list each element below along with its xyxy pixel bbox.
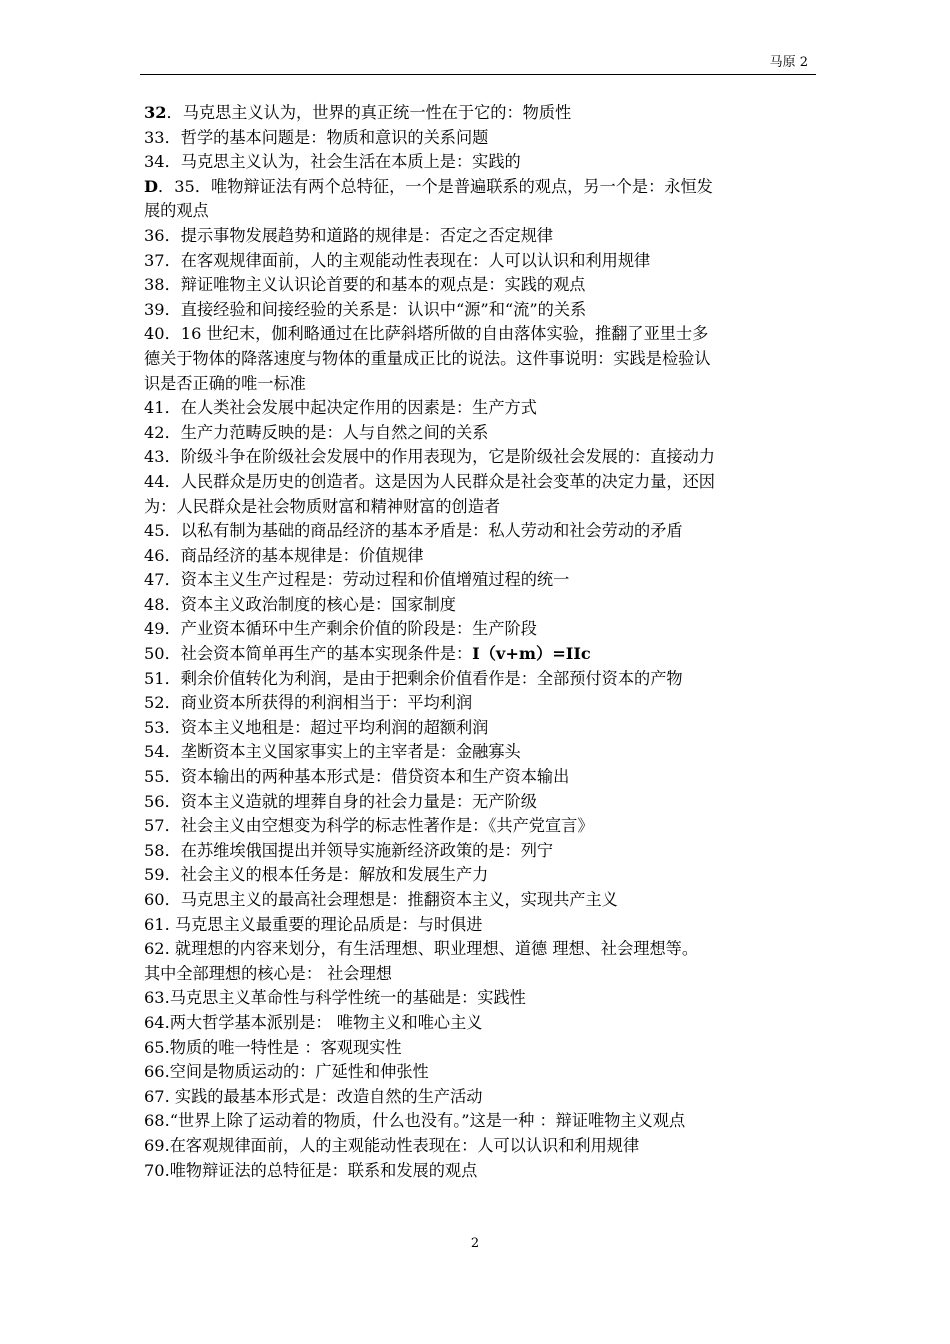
line-text: 36．提示事物发展趋势和道路的规律是：否定之否定规律: [144, 225, 554, 245]
text-line: [144, 617, 814, 642]
line-text: 33．哲学的基本问题是：物质和意识的关系问题: [144, 127, 489, 147]
text-line: [144, 765, 814, 790]
text-line: [144, 421, 814, 446]
text-line: [144, 814, 814, 839]
text-line: [144, 568, 814, 593]
line-text: 38．辩证唯物主义认识论首要的和基本的观点是：实践的观点: [144, 275, 586, 295]
line-number: D: [144, 176, 159, 196]
line-text: ．35．唯物辩证法有两个总特征，一个是普遍联系的观点，另一个是：永恒发: [158, 176, 713, 196]
line-text: 47．资本主义生产过程是：劳动过程和价值增殖过程的统一: [144, 570, 570, 590]
text-line: [144, 126, 814, 151]
line-text: 41．在人类社会发展中起决定作用的因素是：生产方式: [144, 398, 537, 418]
text-line: [144, 175, 814, 200]
line-text: 60．马克思主义的最高社会理想是：推翻资本主义，实现共产主义: [144, 890, 618, 909]
text-line: [144, 347, 814, 372]
text-line: [144, 790, 814, 815]
line-text: 为：人民群众是社会物质财富和精神财富的创造者: [144, 496, 501, 516]
line-text: 54．垄断资本主义国家事实上的主宰者是：金融寡头: [144, 742, 521, 762]
line-text: 42．生产力范畴反映的是：人与自然之间的关系: [144, 422, 489, 442]
line-text: 58．在苏维埃俄国提出并领导实施新经济政策的是：列宁: [144, 840, 554, 860]
text-line: [144, 863, 814, 888]
text-line: [144, 1159, 814, 1184]
text-line: [144, 224, 814, 249]
text-line: [144, 273, 814, 298]
line-text: 64.两大哲学基本派别是： 唯物主义和唯心主义: [144, 1012, 483, 1032]
line-text: 识是否正确的唯一标准: [144, 373, 306, 393]
text-line: [144, 150, 814, 175]
line-text: 67. 实践的最基本形式是：改造自然的生产活动: [144, 1086, 483, 1106]
line-text: 66.空间是物质运动的：广延性和伸张性: [144, 1062, 429, 1082]
text-line: [144, 322, 814, 347]
line-text: 53．资本主义地租是：超过平均利润的超额利润: [144, 717, 489, 737]
line-text: 39．直接经验和间接经验的关系是：认识中“源”和“流”的关系: [144, 299, 587, 319]
text-line: [144, 372, 814, 397]
text-line: [144, 716, 814, 741]
line-text: 44．人民群众是历史的创造者。这是因为人民群众是社会变革的决定力量，还因: [144, 471, 715, 491]
line-text: 56．资本主义造就的埋葬自身的社会力量是：无产阶级: [144, 791, 537, 811]
text-line: [144, 101, 814, 126]
text-line: [144, 445, 814, 470]
line-text: 德关于物体的降落速度与物体的重量成正比的说法。这件事说明：实践是检验认: [144, 348, 711, 368]
formula: I（v+m）=IIc: [472, 644, 591, 664]
header-title: 马原 2: [769, 55, 808, 70]
line-text: ．马克思主义认为，世界的真正统一性在于它的：物质性: [166, 103, 572, 122]
line-text: 46．商品经济的基本规律是：价值规律: [144, 545, 424, 565]
line-text: 62. 就理想的内容来划分，有生活理想、职业理想、道德 理想、社会理想等。: [144, 939, 699, 959]
text-line: [144, 913, 814, 938]
text-line: [144, 544, 814, 569]
line-text: 37．在客观规律面前，人的主观能动性表现在：人可以认识和利用规律: [144, 250, 651, 270]
text-line: [144, 667, 814, 692]
line-text: 45．以私有制为基础的商品经济的基本矛盾是：私人劳动和社会劳动的矛盾: [144, 521, 683, 541]
line-text: 50．社会资本简单再生产的基本实现条件是：: [144, 644, 473, 664]
line-text: 63.马克思主义革命性与科学性统一的基础是：实践性: [144, 988, 526, 1008]
line-text: 49．产业资本循环中生产剩余价值的阶段是：生产阶段: [144, 619, 537, 639]
line-text: 48．资本主义政治制度的核心是：国家制度: [144, 594, 456, 614]
line-text: 34．马克思主义认为，社会生活在本质上是：实践的: [144, 152, 521, 172]
text-line: [144, 937, 814, 962]
line-text: 69.在客观规律面前，人的主观能动性表现在：人可以认识和利用规律: [144, 1135, 640, 1155]
text-line: [144, 888, 814, 913]
text-line: [144, 1060, 814, 1085]
text-line: [144, 740, 814, 765]
line-text: 40．16 世纪末，伽利略通过在比萨斜塔所做的自由落体实验，推翻了亚里士多: [144, 324, 709, 344]
text-line: [144, 962, 814, 987]
line-text: 57．社会主义由空想变为科学的标志性著作是：《共产党宣言》: [144, 816, 594, 836]
text-line: [144, 642, 814, 667]
page-header: [140, 54, 816, 75]
text-line: [144, 470, 814, 495]
text-line: [144, 593, 814, 618]
line-text: 70.唯物辩证法的总特征是：联系和发展的观点: [144, 1160, 478, 1180]
text-line: [144, 1036, 814, 1061]
line-text: 展的观点: [144, 201, 209, 221]
text-line: [144, 298, 814, 323]
line-text: 其中全部理想的核心是： 社会理想: [144, 963, 392, 983]
line-text: 61. 马克思主义最重要的理论品质是：与时俱进: [144, 914, 483, 934]
text-line: [144, 1134, 814, 1159]
text-line: [144, 1011, 814, 1036]
text-line: [144, 396, 814, 421]
text-line: [144, 495, 814, 520]
text-line: [144, 1085, 814, 1110]
text-line: [144, 519, 814, 544]
text-line: [144, 199, 814, 224]
line-text: 55．资本输出的两种基本形式是：借贷资本和生产资本输出: [144, 767, 570, 787]
line-text: 65.物质的唯一特性是 ：客观现实性: [144, 1037, 402, 1057]
text-line: [144, 986, 814, 1011]
text-line: [144, 839, 814, 864]
text-line: [144, 1109, 814, 1134]
line-text: 43．阶级斗争在阶级社会发展中的作用表现为，它是阶级社会发展的：直接动力: [144, 447, 715, 467]
page-number: 2: [470, 1236, 480, 1251]
document-body: [144, 101, 814, 1183]
line-text: 68.“世界上除了运动着的物质，什么也没有。”这是一种 ：辩证唯物主义观点: [144, 1111, 686, 1131]
line-text: 51．剩余价值转化为利润，是由于把剩余价值看作是：全部预付资本的产物: [144, 668, 683, 688]
text-line: [144, 249, 814, 274]
line-text: 52．商业资本所获得的利润相当于：平均利润: [144, 693, 473, 713]
line-text: 59．社会主义的根本任务是：解放和发展生产力: [144, 865, 489, 885]
line-number: 32: [144, 103, 167, 122]
text-line: [144, 691, 814, 716]
